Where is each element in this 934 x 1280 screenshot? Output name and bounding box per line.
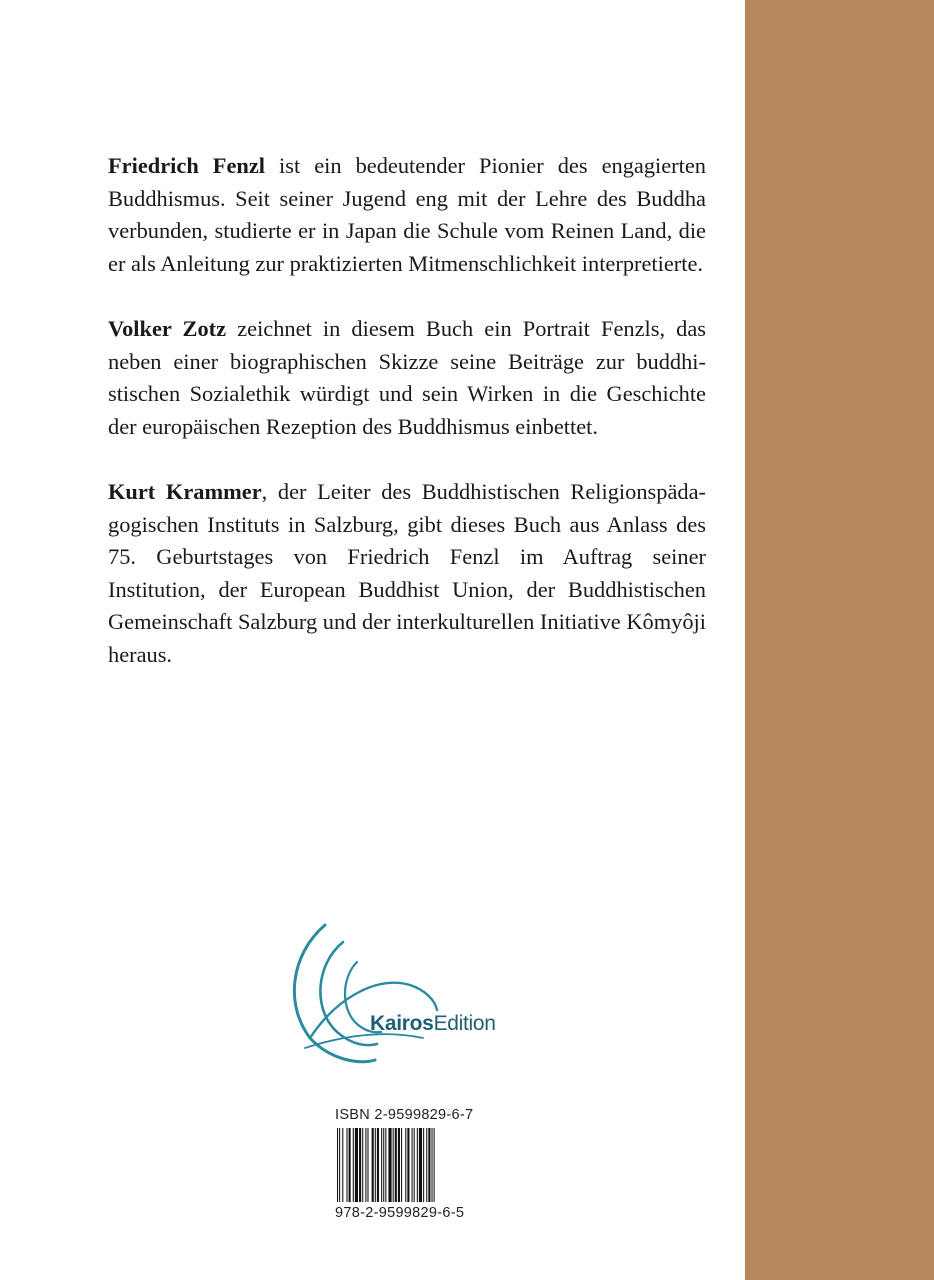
- editor-name-krammer: Kurt Krammer: [108, 478, 262, 504]
- paragraph-krammer-text: , der Leiter des Buddhistischen Religionspädagogischen Instituts in Salzburg, gibt dieses Buch aus Anlass des 75. Geburtstages von Friedrich Fenzl im Auftrag seiner Institution, der European Buddhist Union, der Buddhistischen Gemeinschaft Salzburg und der interkulturellen Initiative Kômyôji heraus.: [108, 478, 706, 667]
- paragraph-fenzl: [108, 150, 706, 280]
- logo-wordmark-bold: Kairos: [370, 1012, 434, 1035]
- paragraph-zotz: [108, 313, 706, 443]
- paragraph-krammer: [108, 476, 706, 672]
- paragraph-fenzl-text: ist ein bedeutender Pionier des engagierten Buddhismus. Seit seiner Jugend eng mit der Lehre des Buddha verbunden, studierte er in Japan die Schule vom Reinen Land, die er als Anleitung zur praktizierten Mitmenschlichkeit interpretierte.: [108, 153, 706, 276]
- ean-number: 978-2-9599829-6-5: [335, 1205, 465, 1221]
- kairos-edition-logo: [285, 920, 525, 1070]
- paragraph-zotz-text: zeichnet in diesem Buch ein Portrait Fenzls, das neben einer biographischen Skizze seine Beiträge zur buddhistischen Sozialethik würdigt und sein Wirken in die Geschichte der europäischen Rezeption des Buddhismus einbettet.: [108, 315, 707, 439]
- logo-wordmark-regular: Edition: [433, 1012, 496, 1035]
- isbn-barcode-block: [335, 1107, 485, 1227]
- author-name-fenzl: Friedrich Fenzl: [108, 153, 266, 178]
- back-cover-text: [108, 150, 706, 704]
- book-spine: [745, 0, 934, 1280]
- logo-arcs-icon: [285, 920, 525, 1070]
- barcode-icon: [335, 1128, 485, 1204]
- isbn-label: ISBN 2-9599829-6-7: [335, 1107, 474, 1123]
- logo-wordmark: [370, 1012, 496, 1036]
- author-name-zotz: Volker Zotz: [108, 315, 227, 341]
